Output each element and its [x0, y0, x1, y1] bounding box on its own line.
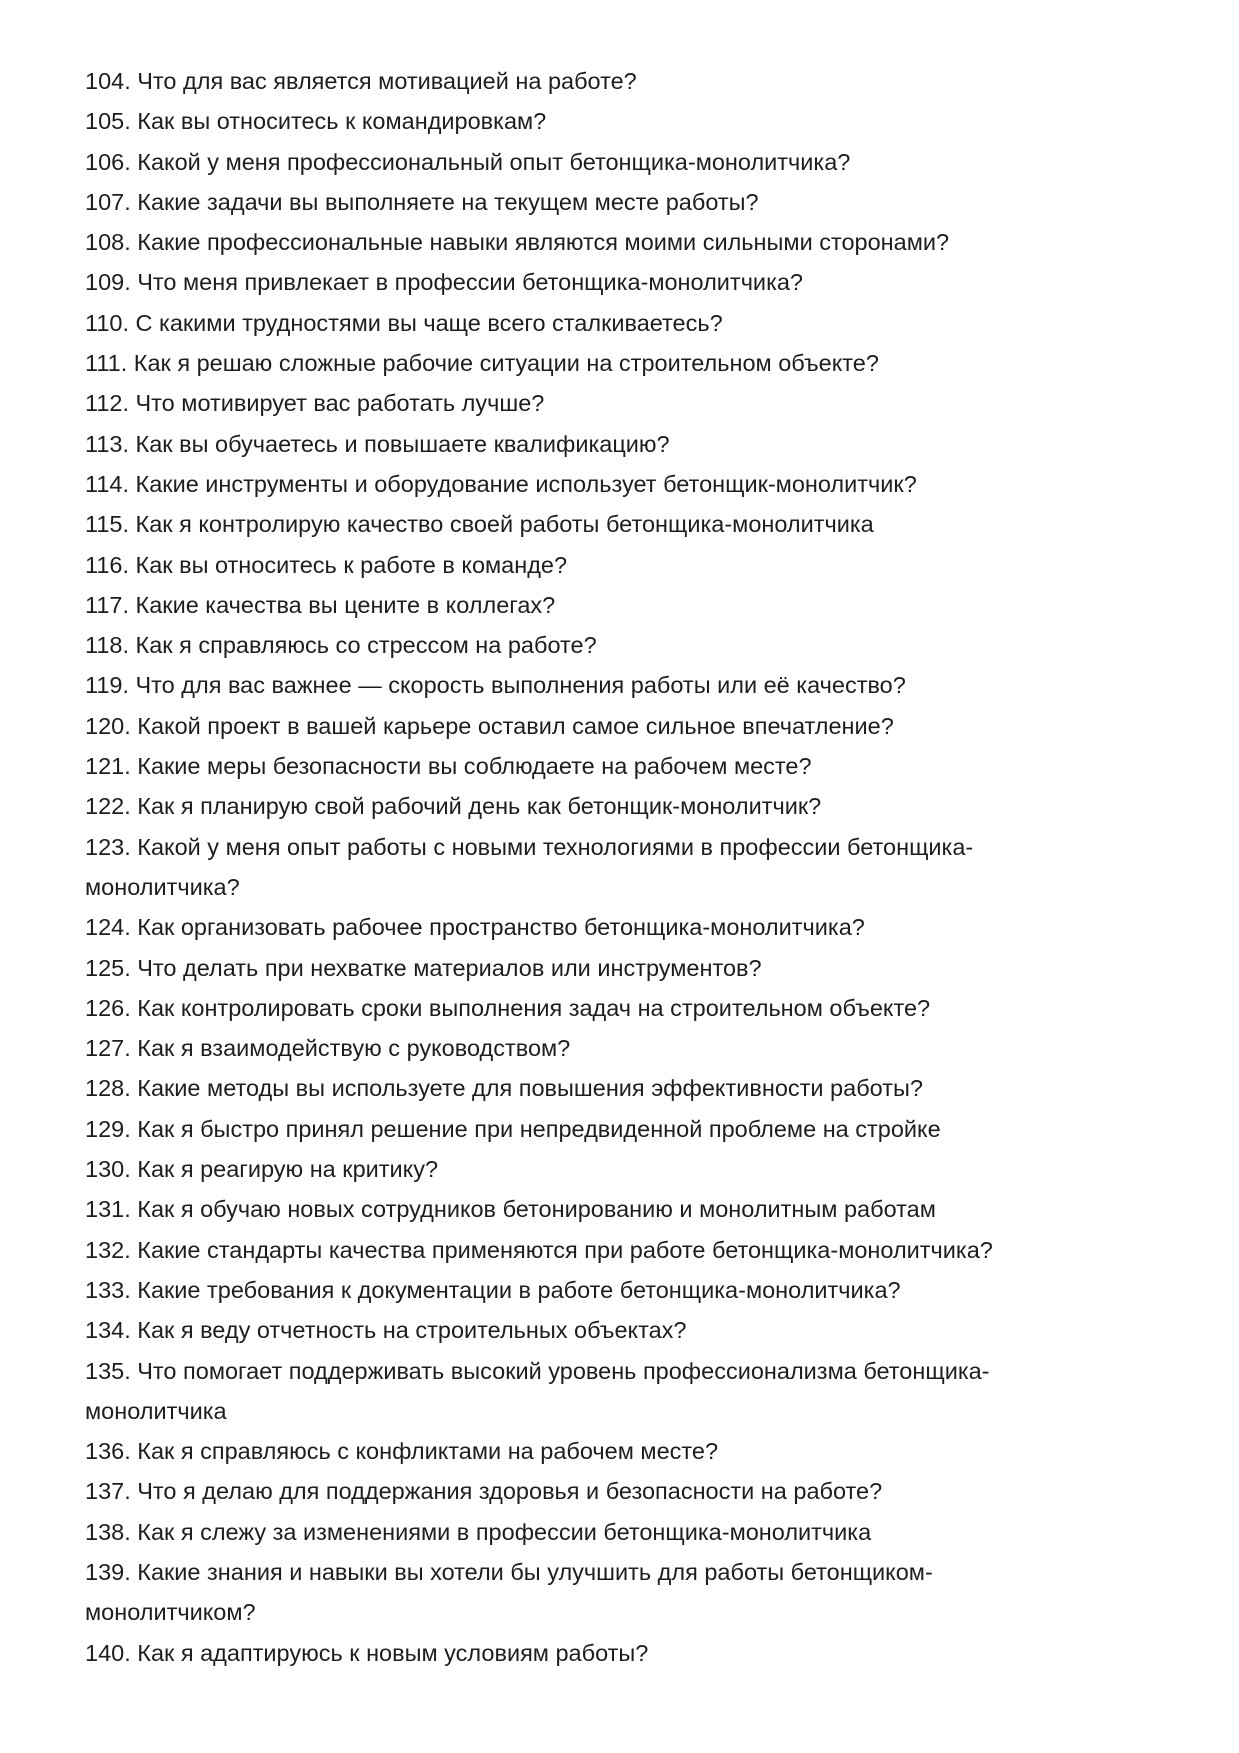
question-item	[85, 424, 993, 464]
question-item	[85, 706, 993, 746]
question-item	[85, 504, 993, 544]
question-item	[85, 665, 993, 705]
question-item	[85, 343, 993, 383]
question-text-line: 140. Как я адаптируюсь к новым условиям работы?	[85, 1639, 649, 1666]
question-item	[85, 464, 993, 504]
question-text-line: 122. Как я планирую свой рабочий день как бетонщик-монолитчик?	[85, 793, 822, 820]
question-text-line: 123. Какой у меня опыт работы с новыми технологиями в профессии бетонщика-	[85, 833, 974, 860]
question-item	[85, 625, 993, 665]
question-item	[85, 1109, 993, 1149]
question-item	[85, 1471, 993, 1511]
question-item	[85, 1270, 993, 1310]
question-text-line: 111. Как я решаю сложные рабочие ситуации на строительном объекте?	[85, 350, 879, 377]
question-text-line: 138. Как я слежу за изменениями в профессии бетонщика-монолитчика	[85, 1518, 872, 1545]
question-item	[85, 585, 993, 625]
question-text-line: 133. Какие требования к документации в работе бетонщика-монолитчика?	[85, 1276, 901, 1303]
question-text-line: 108. Какие профессиональные навыки являются моими сильными сторонами?	[85, 229, 950, 256]
question-item	[85, 1552, 993, 1633]
question-item	[85, 907, 993, 947]
question-text-line: 119. Что для вас важнее — скорость выполнения работы или её качество?	[85, 672, 906, 699]
question-text-line: 139. Какие знания и навыки вы хотели бы улучшить для работы бетонщиком-	[85, 1558, 933, 1585]
question-list	[85, 61, 993, 1673]
question-item	[85, 988, 993, 1028]
question-text-line: 116. Как вы относитесь к работе в команде?	[85, 551, 568, 578]
question-text-line: монолитчика?	[85, 873, 240, 900]
question-text-line: 132. Какие стандарты качества применяются при работе бетонщика-монолитчика?	[85, 1236, 993, 1263]
question-item	[85, 101, 993, 141]
question-item	[85, 182, 993, 222]
question-item	[85, 383, 993, 423]
question-item	[85, 1068, 993, 1108]
question-text-line: 104. Что для вас является мотивацией на работе?	[85, 68, 637, 94]
question-item	[85, 545, 993, 585]
question-item	[85, 827, 993, 908]
question-item	[85, 1189, 993, 1229]
question-text-line: 135. Что помогает поддерживать высокий уровень профессионализма бетонщика-	[85, 1357, 990, 1384]
question-item	[85, 303, 993, 343]
question-item	[85, 948, 993, 988]
question-item	[85, 1633, 993, 1673]
question-text-line: 121. Какие меры безопасности вы соблюдаете на рабочем месте?	[85, 753, 812, 780]
question-text-line: 129. Как я быстро принял решение при непредвиденной проблеме на стройке	[85, 1115, 941, 1142]
question-text-line: 131. Как я обучаю новых сотрудников бетонированию и монолитным работам	[85, 1196, 936, 1223]
question-text-line: 115. Как я контролирую качество своей работы бетонщика-монолитчика	[85, 511, 874, 538]
question-text-line: 125. Что делать при нехватке материалов или инструментов?	[85, 954, 762, 981]
question-item	[85, 142, 993, 182]
question-item	[85, 222, 993, 262]
question-item	[85, 1310, 993, 1350]
question-text-line: 136. Как я справляюсь с конфликтами на рабочем месте?	[85, 1438, 719, 1465]
question-item	[85, 786, 993, 826]
question-text-line: 114. Какие инструменты и оборудование использует бетонщик-монолитчик?	[85, 470, 917, 497]
question-item	[85, 1431, 993, 1471]
question-text-line: 118. Как я справляюсь со стрессом на работе?	[85, 632, 597, 659]
question-text-line: 130. Как я реагирую на критику?	[85, 1156, 439, 1183]
question-text-line: 106. Какой у меня профессиональный опыт бетонщика-монолитчика?	[85, 148, 851, 175]
question-item	[85, 1512, 993, 1552]
question-item	[85, 1351, 993, 1432]
question-text-line: 137. Что я делаю для поддержания здоровья и безопасности на работе?	[85, 1478, 883, 1505]
question-item	[85, 1028, 993, 1068]
question-text-line: 128. Какие методы вы используете для повышения эффективности работы?	[85, 1075, 923, 1102]
question-text-line: 134. Как я веду отчетность на строительных объектах?	[85, 1317, 687, 1344]
question-text-line: 109. Что меня привлекает в профессии бетонщика-монолитчика?	[85, 269, 804, 296]
question-item	[85, 1149, 993, 1189]
question-text-line: 113. Как вы обучаетесь и повышаете квалификацию?	[85, 430, 670, 457]
question-item	[85, 746, 993, 786]
question-item	[85, 1230, 993, 1270]
question-text-line: 120. Какой проект в вашей карьере оставил самое сильное впечатление?	[85, 712, 894, 739]
question-text-line: 107. Какие задачи вы выполняете на текущем месте работы?	[85, 188, 759, 215]
question-item	[85, 262, 993, 302]
question-text-line: 126. Как контролировать сроки выполнения задач на строительном объекте?	[85, 994, 931, 1021]
question-text-line: 112. Что мотивирует вас работать лучше?	[85, 390, 545, 417]
question-text-line: 124. Как организовать рабочее пространство бетонщика-монолитчика?	[85, 914, 865, 941]
question-text-line: монолитчика	[85, 1397, 227, 1424]
question-text-line: монолитчиком?	[85, 1599, 256, 1626]
question-text-line: 105. Как вы относитесь к командировкам?	[85, 108, 547, 135]
question-text-line: 117. Какие качества вы цените в коллегах?	[85, 591, 556, 618]
question-item	[85, 61, 993, 101]
question-text-line: 110. С какими трудностями вы чаще всего сталкиваетесь?	[85, 309, 723, 336]
question-text-line: 127. Как я взаимодействую с руководством?	[85, 1035, 571, 1062]
